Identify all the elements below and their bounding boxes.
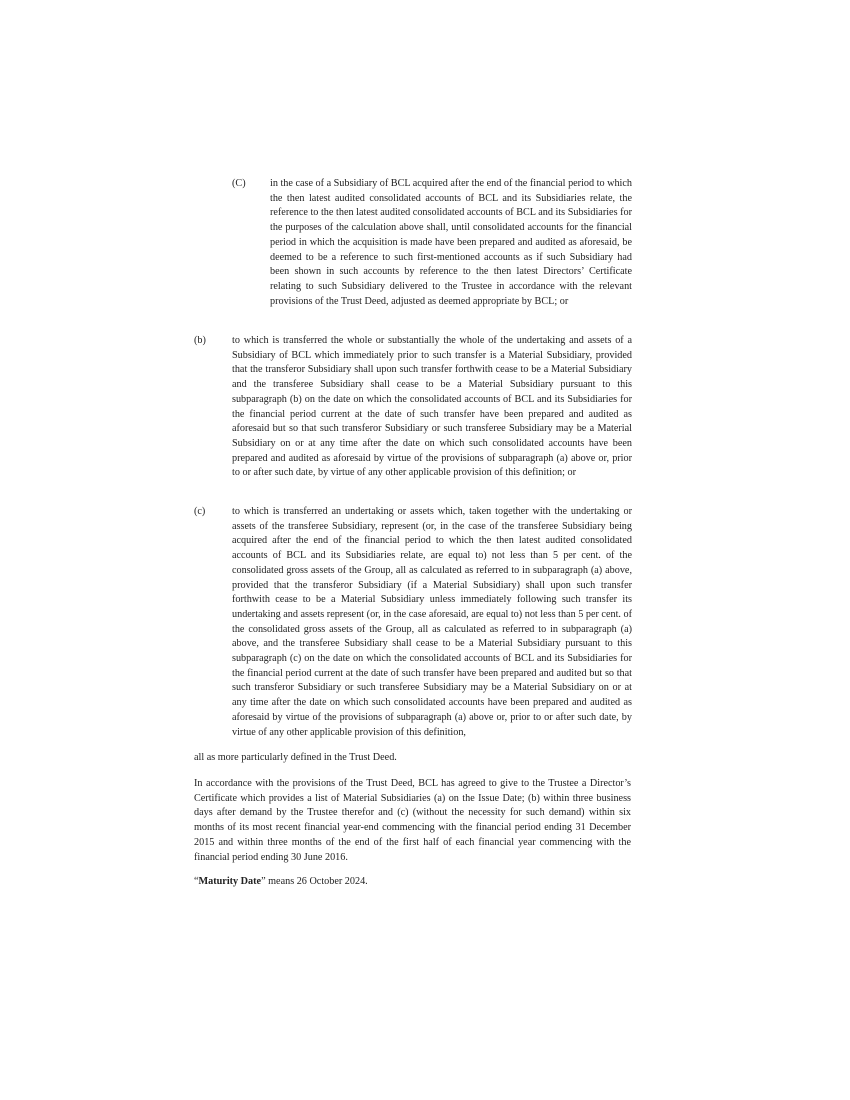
item-b-text: to which is transferred the whole or substantially the whole of the undertaking and assets of a Subsidiary of BCL which immediately prior to such transfer is a Material Subsidiary, provided that the transferor Subsidiary shall upon such transfer forthwith cease to be a Material Subsidiary and the transferee Subsidiary shall cease to be a Material Subsidiary pursuant to this subparagraph (b) on the date on which the consolidated accounts of BCL and its Subsidiaries for the financial period current at the date of such transfer have been prepared and audited as aforesaid but so that such transferor Subsidiary or such transferee Subsidiary may be a Material Subsidiary on or at any time after the date on which such consolidated accounts have been prepared and audited as aforesaid by virtue of the provisions of subparagraph (a) above or, prior to or after such date, by virtue of any other applicable provision of this definition; or: [232, 335, 632, 479]
certificate-paragraph: In accordance with the provisions of the Trust Deed, BCL has agreed to give to the Trustee a Director’s Certificate which provides a list of Material Subsidiaries (a) on the Issue Date; (b) within three business days after demand by the Trustee therefor and (c) (without the necessity for such demand) within six months of its most recent financial year-end commencing with the financial period ending 31 December 2015 and within three months of the end of the first half of each financial year commencing with the financial period ending 30 June 2016.: [194, 778, 631, 863]
maturity-date-term: Maturity Date: [198, 876, 262, 887]
open-quote: “: [194, 876, 199, 887]
item-c-text: in the case of a Subsidiary of BCL acquired after the end of the financial period to which the then latest audited consolidated accounts of BCL and its Subsidiaries relate, the reference to the then latest audited consolidated accounts of BCL and its Subsidiaries for the purposes of the calculation above shall, until consolidated accounts for the financial period in which the acquisition is made have been prepared and audited as aforesaid, be deemed to be a reference to such first-mentioned accounts as if such Subsidiary had been shown in such accounts by reference to the then latest Directors’ Certificate relating to such Subsidiary delivered to the Trustee in accordance with the relevant provisions of the Trust Deed, adjusted as deemed appropriate by BCL; or: [270, 178, 633, 307]
maturity-date-definition: [194, 875, 631, 890]
closing-line: all as more particularly defined in the Trust Deed.: [194, 752, 397, 763]
maturity-date-rest: ” means 26 October 2024.: [261, 876, 368, 887]
item-c-label: (C): [232, 178, 246, 189]
item-c-lower-label: (c): [194, 506, 206, 517]
item-c-lower-text: to which is transferred an undertaking or assets which, taken together with the undertaking or assets of the transferee Subsidiary, represent (or, in the case of the transferee Subsidiary being acquired after the end of the financial period to which the then latest audited consolidated accounts of BCL and its Subsidiaries relate, are equal to) not less than 5 per cent. of the consolidated gross assets of the Group, all as calculated as referred to in subparagraph (a) above, provided that the transferor Subsidiary (if a Material Subsidiary) shall upon such transfer forthwith cease to be a Material Subsidiary unless immediately following such transfer its undertaking and assets represent (or, in the case aforesaid, are equal to) not less than 5 per cent. of the consolidated gross assets of the Group, all as calculated as referred to in subparagraph (a) above, and the transferee Subsidiary shall cease to be a Material Subsidiary pursuant to this subparagraph (c) on the date on which the consolidated accounts of BCL and its Subsidiaries for the financial period current at the date of such transfer have been prepared and audited but so that such transferor Subsidiary or such transferee Subsidiary may be a Material Subsidiary on or at any time after the date on which such consolidated accounts have been prepared and audited as aforesaid by virtue of the provisions of subparagraph (a) above or, prior to or after such date, by virtue of any other applicable provision of this definition,: [232, 506, 632, 738]
item-b-label: (b): [194, 335, 206, 346]
